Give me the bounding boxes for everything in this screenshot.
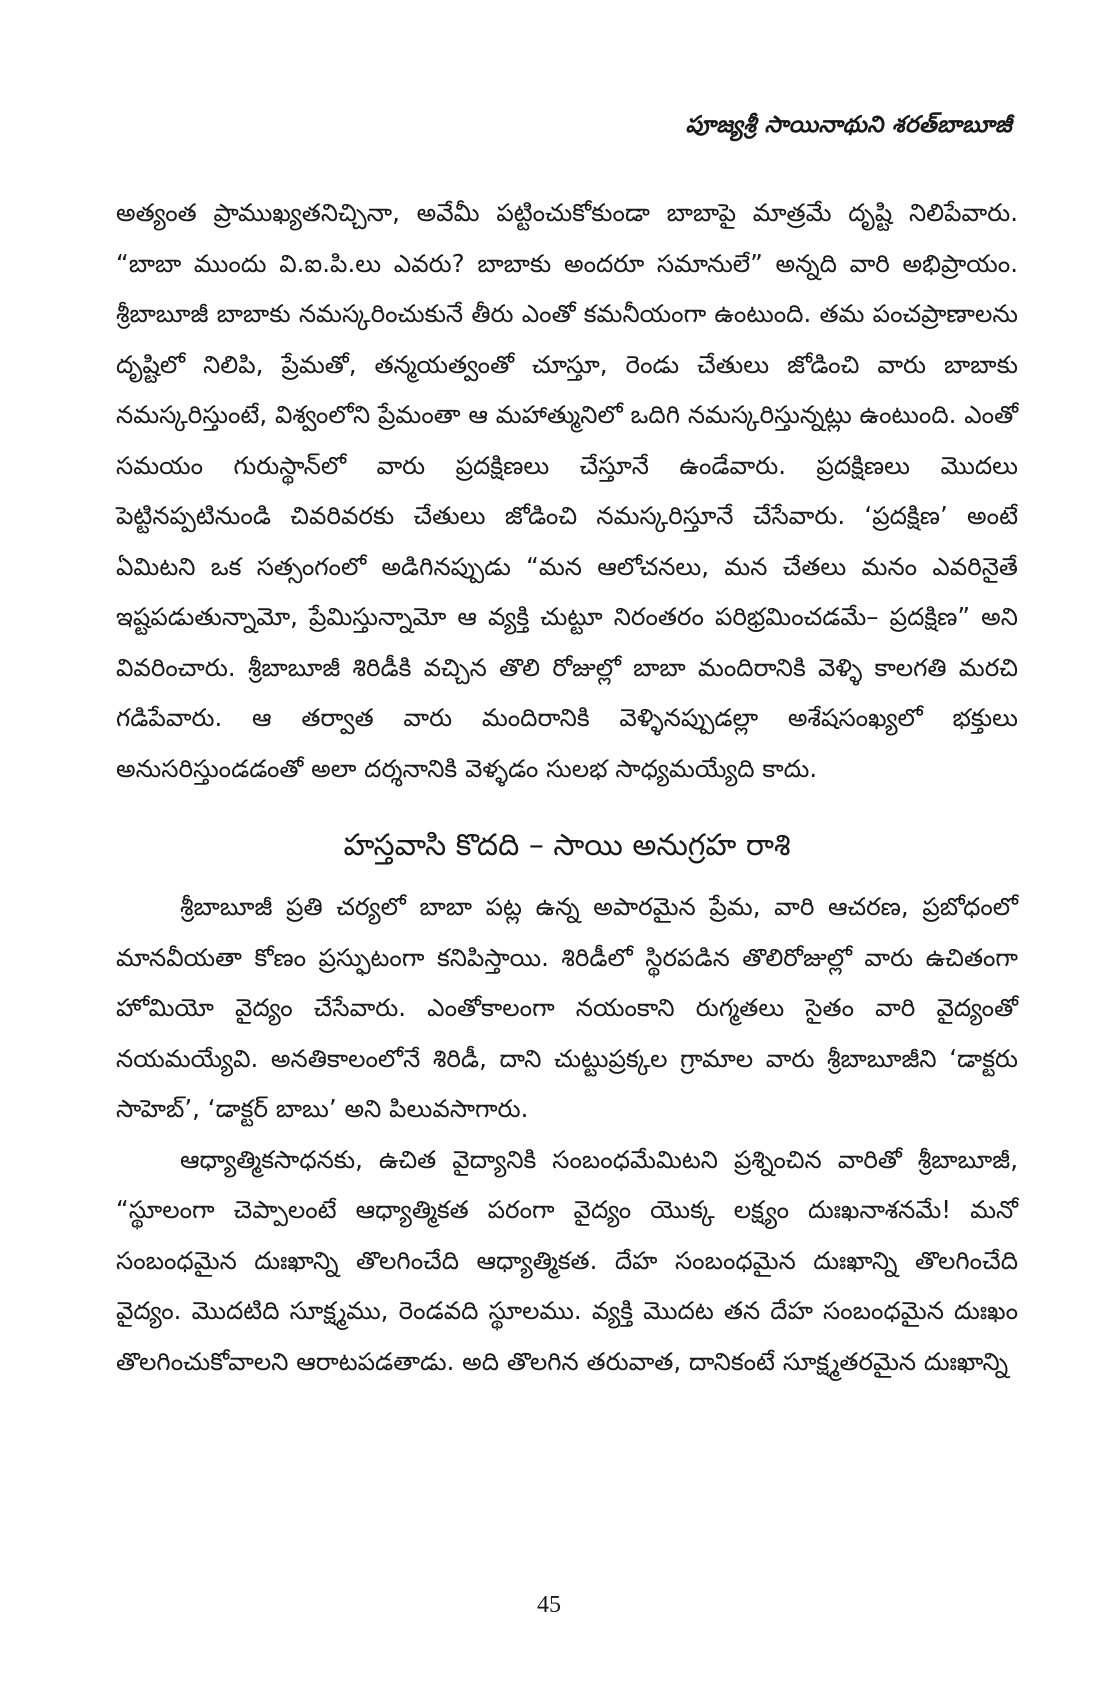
section-heading: హస్తవాసి కొదది – సాయి అనుగ్రహ రాశి: [343, 828, 791, 863]
page-number: 45: [537, 1592, 561, 1618]
paragraph-spirituality-medicine: ఆధ్యాత్మికసాధనకు, ఉచిత వైద్యానికి సంబంధమేమిటని ప్రశ్నించిన వారితో శ్రీబాబూజీ, “స్థూలంగా చెప్పాలంటే ఆధ్యాత్మికత పరంగా వైద్యం యొక్క లక్ష్యం దుఃఖనాశనమే! మనో సంబంధమైన దుఃఖాన్ని తొలగించేది ఆధ్యాత్మికత. దేహ సంబంధమైన దుఃఖాన్ని తొలగించేది వైద్యం. మొదటిది సూక్ష్మము, రెండవది స్థూలము. వ్యక్తి మొదట తన దేహ సంబంధమైన దుఃఖం తొలగించుకోవాలని ఆరాటపడతాడు. అది తొలగిన తరువాత, దానికంటే సూక్ష్మతరమైన దుఃఖాన్ని: [116, 1144, 1018, 1376]
paragraph-continued: అత్యంత ప్రాముఖ్యతనిచ్చినా, అవేమీ పట్టించుకోకుండా బాబాపై మాత్రమే దృష్టి నిలిపేవారు. “బాబా ముందు వి.ఐ.పి.లు ఎవరు? బాబాకు అందరూ సమానులే” అన్నది వారి అభిప్రాయం. శ్రీబాబూజీ బాబాకు నమస్కరించుకునే తీరు ఎంతో కమనీయంగా ఉంటుంది. తమ పంచప్రాణాలను దృష్టిలో నిలిపి, ప్రేమతో, తన్మయత్వంతో చూస్తూ, రెండు చేతులు జోడించి వారు బాబాకు నమస్కరిస్తుంటే, విశ్వంలోని ప్రేమంతా ఆ మహాత్మునిలో ఒదిగి నమస్కరిస్తున్నట్లు ఉంటుంది. ఎంతో సమయం గురుస్థాన్‌లో వారు ప్రదక్షిణలు చేస్తూనే ఉండేవారు. ప్రదక్షిణలు మొదలు పెట్టినప్పటినుండి చివరివరకు చేతులు జోడించి నమస్కరిస్తూనే చేసేవారు. ‘ప్రదక్షిణ’ అంటే ఏమిటని ఒక సత్సంగంలో అడిగినప్పుడు “మన ఆలోచనలు, మన చేతలు మనం ఎవరినైతే ఇష్టపడుతున్నామో, ప్రేమిస్తున్నామో ఆ వ్యక్తి చుట్టూ నిరంతరం పరిభ్రమించడమే– ప్రదక్షిణ” అని వివరించారు. శ్రీబాబూజీ శిరిడీకి వచ్చిన తొలి రోజుల్లో బాబా మందిరానికి వెళ్ళి కాలగతి మరచి గడిపేవారు. ఆ తర్వాత వారు మందిరానికి వెళ్ళినప్పుడల్లా అశేషసంఖ్యలో భక్తులు అనుసరిస్తుండడంతో అలా దర్శనానికి వెళ్ళడం సులభ సాధ్యమయ్యేది కాదు.: [116, 198, 1018, 783]
running-header: పూజ్యశ్రీ సాయినాథుని శరత్‌బాబూజీ: [685, 112, 1012, 138]
paragraph-homeopathy: శ్రీబాబూజీ ప్రతి చర్యలో బాబా పట్ల ఉన్న అపారమైన ప్రేమ, వారి ఆచరణ, ప్రబోధంలో మానవీయతా కోణం ప్రస్ఫుటంగా కనిపిస్తాయి. శిరిడీలో స్థిరపడిన తొలిరోజుల్లో వారు ఉచితంగా హోమియో వైద్యం చేసేవారు. ఎంతోకాలంగా నయంకాని రుగ్మతలు సైతం వారి వైద్యంతో నయమయ్యేవి. అనతికాలంలోనే శిరిడీ, దాని చుట్టుప్రక్కల గ్రామాల వారు శ్రీబాబూజీని ‘డాక్టరు సాహెబ్’, ‘డాక్టర్ బాబు’ అని పిలువసాగారు.: [116, 892, 1018, 1123]
